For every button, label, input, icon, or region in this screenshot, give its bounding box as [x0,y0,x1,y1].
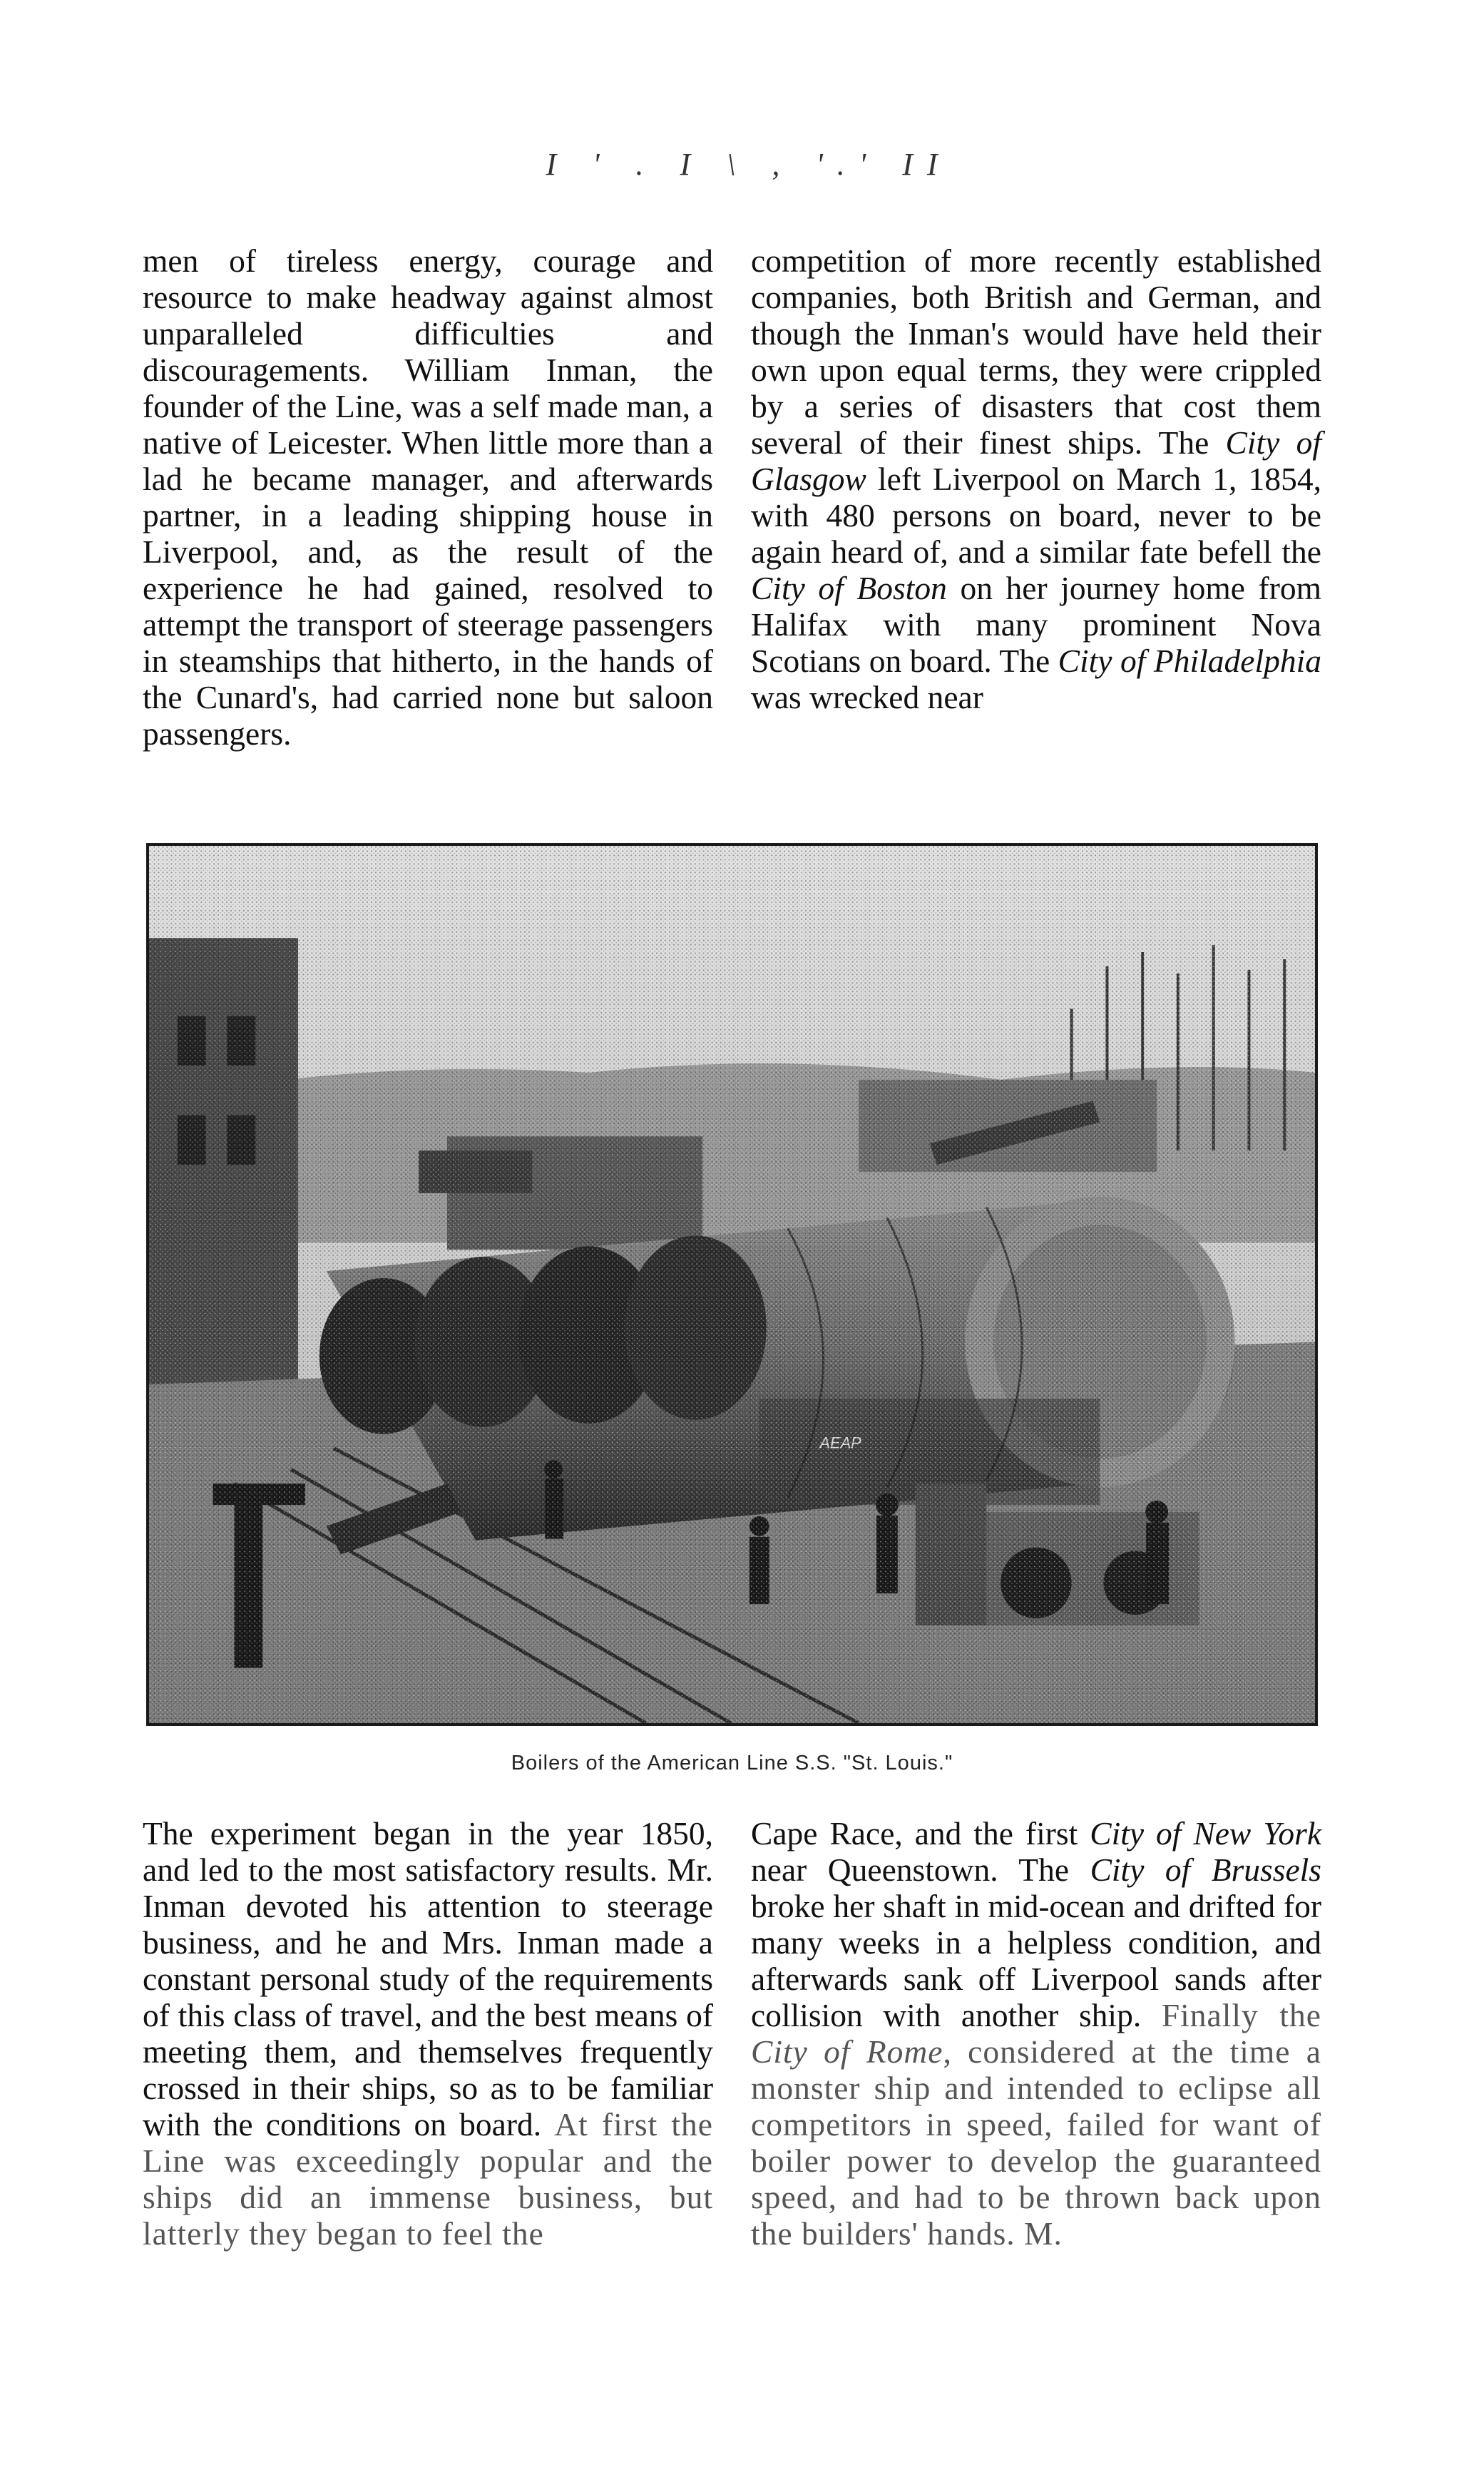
text-run: was wrecked near [751,679,983,715]
text-run-faded: Finally the [1161,1997,1321,2033]
text-run: Cape Race, and the first [751,1815,1090,1852]
ship-name: City of Rome [751,2033,943,2070]
ship-name: City of Brussels [1090,1852,1321,1888]
paragraph: men of tireless energy, courage and resource to make headway against almost unparalleled difficulties and discouragements. William Inman, the founder of the Line, was a self made man, a native of Leicester. When little more than a lad he became manager, and afterwards partner, in a leading shipping house in Liverpool, and, as the result of the experience he had gained, resolved to attempt the transport of steerage passengers in steamships that hitherto, in the hands of the Cunard's, had carried none but saloon passengers. [143,242,713,752]
text-run: competition of more recently established companies, both British and German, and though the Inman's would have held their own upon equal terms, they were crippled by a series of disasters that cost them several of their finest ships. The [751,242,1321,461]
text-run: The experiment began in the year 1850, and led to the most satisfactory results. Mr. Inman devoted his attention to steerage business, and he and Mrs. Inman made a constant personal study of the requirements of this class of travel, and the best means of meeting them, and themselves frequently crossed in their ships, so as to be familiar with the conditions on board. [143,1815,713,2143]
text-run: left Liverpool on March 1, 1854, with 480 persons on board, never to be again heard of, and a similar fate befell the [751,461,1321,570]
ship-name: City of Boston [751,570,947,606]
text-run: near Queenstown. The [751,1852,1090,1888]
ship-name: City of Glasgow [751,424,1321,497]
ship-name: City of New York [1090,1815,1322,1852]
text-run: broke her shaft in mid-ocean and drifted for many weeks in a helpless condition, and afterwards sank off Liverpool sands after collision with another ship. [751,1888,1321,2033]
boilers-photograph [146,843,1318,1726]
figure-caption: Boilers of the American Line S.S. "St. Louis." [511,1752,953,1774]
paragraph [751,1815,1321,2252]
text-run: on her journey home from Halifax with many prominent Nova Scotians on board. The [751,570,1321,679]
text-run-faded: , considered at the time a monster ship and intended to eclipse all competitors in speed, failed for want of boiler power to develop the guaranteed speed, and had to be thrown back upon the builders' hands. M. [751,2033,1321,2252]
ship-name: City of Philadelphia [1058,643,1321,679]
paragraph [143,1815,713,2252]
column-bottom-left [143,1815,713,2252]
text-run-faded: At first the Line was exceedingly popular and the ships did an immense business, but latterly they began to feel the [143,2106,713,2252]
running-head: I ' . I \ , '.' II [546,147,952,182]
paragraph [751,242,1321,715]
column-bottom-right [751,1815,1321,2252]
column-top-right [751,242,1321,715]
column-top-left [143,242,713,752]
